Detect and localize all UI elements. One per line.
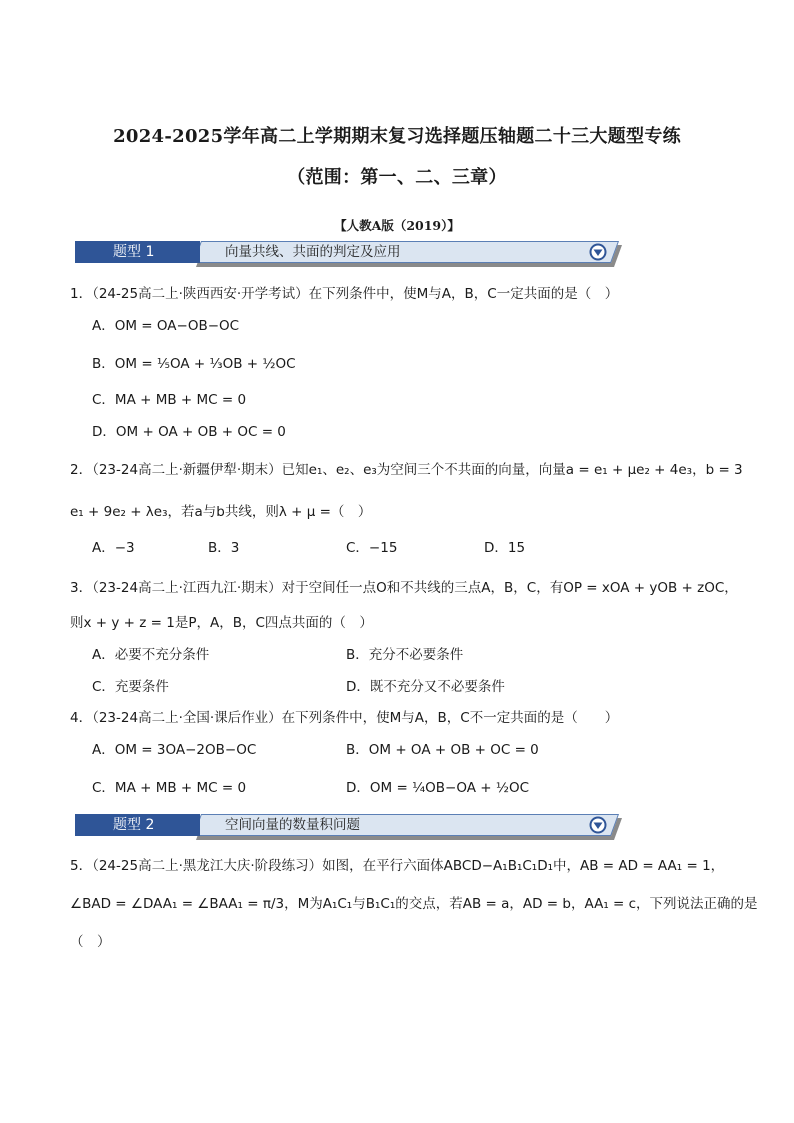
- question-2-option-c: C．−15: [346, 540, 398, 556]
- section-label-2: 题型 2: [75, 814, 200, 836]
- chevron-down-circle-icon[interactable]: [589, 816, 607, 834]
- section-banner-1: [75, 241, 615, 267]
- question-1-option-a: A．OM = OA−OB−OC: [92, 318, 240, 334]
- section-title-2: 空间向量的数量积问题: [225, 817, 360, 833]
- question-4-stem: 4．（23-24高二上·全国·课后作业）在下列条件中，使M与A，B，C不一定共面的是（ ）: [70, 710, 619, 726]
- section-label-1: 题型 1: [75, 241, 200, 263]
- chevron-down-circle-icon[interactable]: [589, 243, 607, 261]
- question-1-option-c: C．MA + MB + MC = 0: [92, 392, 247, 408]
- question-5-stem-line3: （ ）: [70, 934, 111, 950]
- question-1-stem: 1．（24-25高二上·陕西西安·开学考试）在下列条件中，使M与A，B，C一定共面的是（ ）: [70, 286, 619, 302]
- question-3-stem-line2: 则x + y + z = 1是P，A，B，C四点共面的（ ）: [70, 615, 373, 631]
- edition-label: 【人教A版（2019）】: [334, 218, 460, 233]
- question-4-option-b: B．OM + OA + OB + OC = 0: [346, 742, 539, 758]
- question-3-option-c: C．充要条件: [92, 679, 169, 695]
- question-2-option-d: D．15: [484, 540, 526, 556]
- question-3-stem-line1: 3．（23-24高二上·江西九江·期末）对于空间任一点O和不共线的三点A，B，C，有OP = xOA + yOB + zOC，: [70, 580, 738, 596]
- question-2-stem-line2: e₁ + 9e₂ + λe₃，若a与b共线，则λ + μ =（ ）: [70, 504, 372, 520]
- question-2-option-a: A．−3: [92, 540, 135, 556]
- section-banner-2: [75, 814, 615, 840]
- document-title-line2: （范围：第一、二、三章）: [287, 167, 507, 188]
- question-5-stem-line2: ∠BAD = ∠DAA₁ = ∠BAA₁ = π/3，M为A₁C₁与B₁C₁的交点，若AB = a，AD = b，AA₁ = c，下列说法正确的是: [70, 896, 758, 912]
- question-3-option-d: D．既不充分又不必要条件: [346, 679, 505, 695]
- question-3-option-b: B．充分不必要条件: [346, 647, 464, 663]
- question-4-option-d: D．OM = ¼OB−OA + ½OC: [346, 780, 530, 796]
- question-1-option-d: D．OM + OA + OB + OC = 0: [92, 424, 286, 440]
- section-title-1: 向量共线、共面的判定及应用: [225, 244, 401, 260]
- document-title-line1: 2024-2025学年高二上学期期末复习选择题压轴题二十三大题型专练: [113, 126, 681, 147]
- question-3-option-a: A．必要不充分条件: [92, 647, 210, 663]
- question-4-option-a: A．OM = 3OA−2OB−OC: [92, 742, 257, 758]
- question-1-option-b: B．OM = ⅕OA + ⅓OB + ½OC: [92, 356, 296, 372]
- question-2-stem-line1: 2．（23-24高二上·新疆伊犁·期末）已知e₁、e₂、e₃为空间三个不共面的向量，向量a = e₁ + μe₂ + 4e₃，b = 3: [70, 462, 743, 478]
- question-4-option-c: C．MA + MB + MC = 0: [92, 780, 247, 796]
- question-5-stem-line1: 5．（24-25高二上·黑龙江大庆·阶段练习）如图，在平行六面体ABCD−A₁B₁C₁D₁中，AB = AD = AA₁ = 1，: [70, 858, 725, 874]
- question-2-option-b: B．3: [208, 540, 240, 556]
